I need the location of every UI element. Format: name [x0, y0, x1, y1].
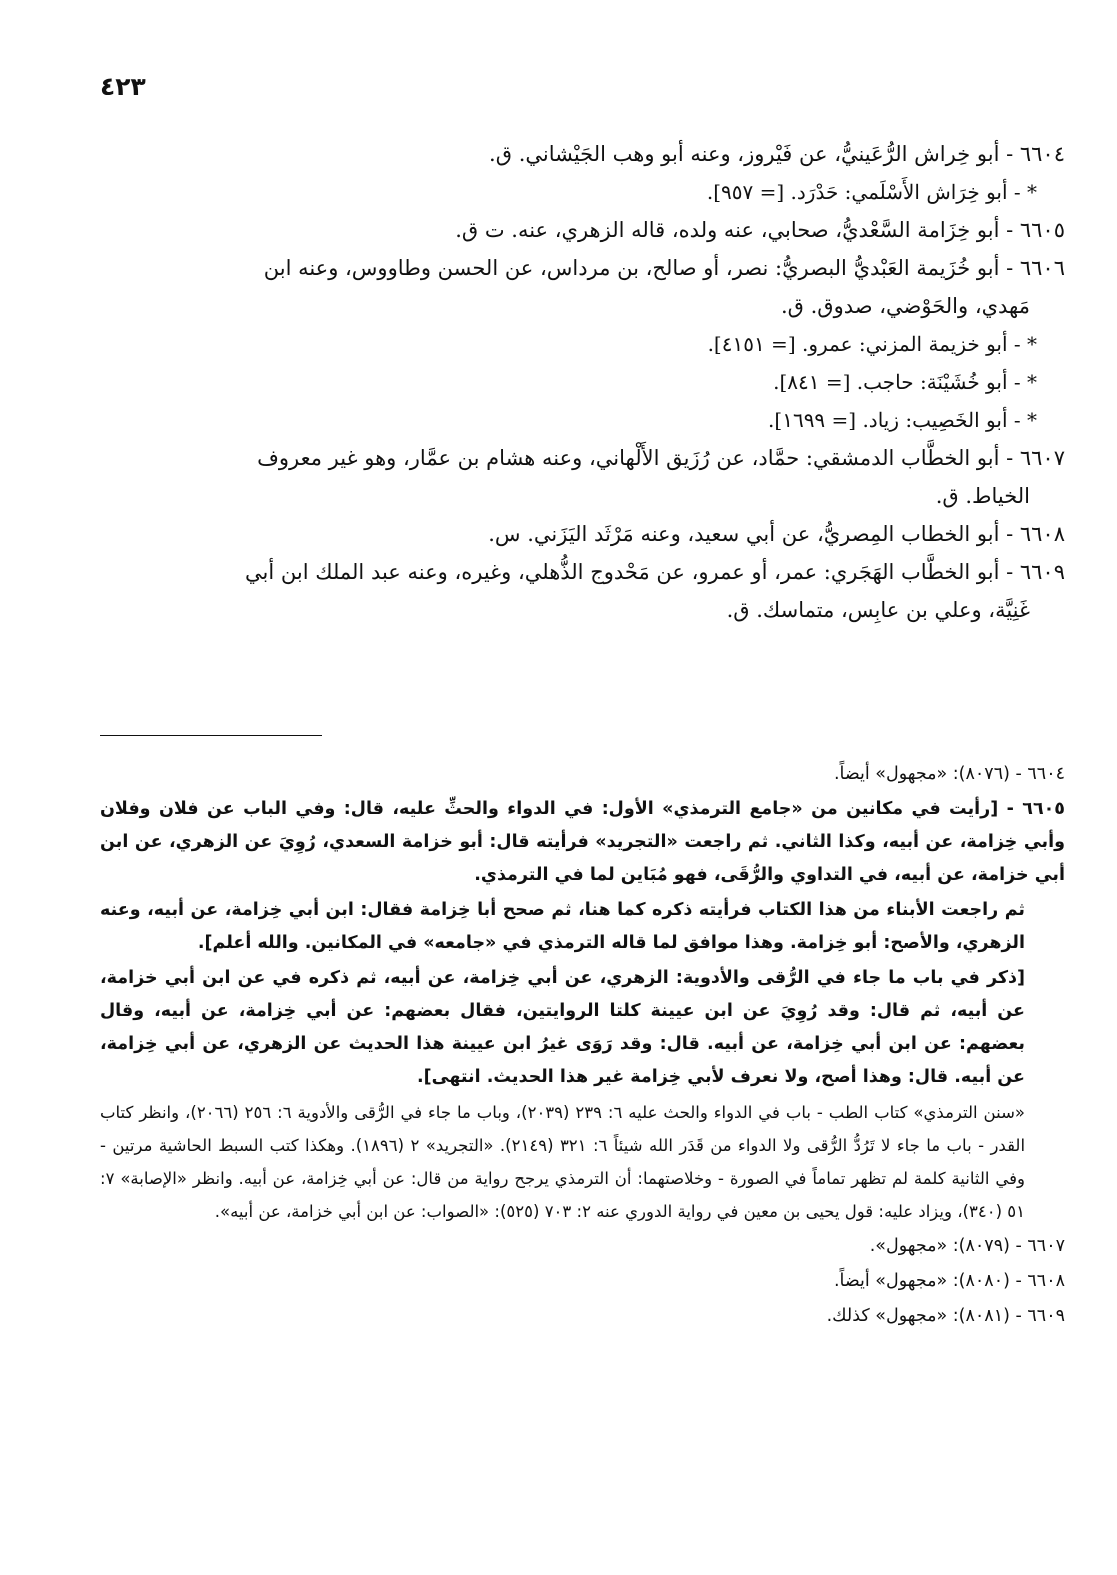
entry-6604: ٦٦٠٤ - أبو خِراش الرُّعَينيُّ، عن فَيْروز، وعنه أبو وهب الجَيْشاني. ق. [489, 142, 1065, 166]
footnote-6605-part2: ثم راجعت الأبناء من هذا الكتاب فرأيته ذكره كما هنا، ثم صحح أبا خِزامة فقال: ابن أبي خِزامة، عن أبيه، وعنه الزهري، والأصح: أبو خِزامة. وهذا موافق لما قاله الترمذي في «جامعه» في المكانين. والله أعلم]. [100, 900, 1025, 953]
entry-6609 [100, 553, 1065, 629]
main-entries [100, 135, 1065, 629]
entry-6608: ٦٦٠٨ - أبو الخطاب المِصريُّ، عن أبي سعيد، وعنه مَرْثَد اليَزَني. س. [488, 522, 1065, 546]
footnote-6609: ٦٦٠٩ - (٨٠٨١): «مجهول» كذلك. [826, 1306, 1065, 1326]
footnote-6608: ٦٦٠٨ - (٨٠٨٠): «مجهول» أيضاً. [833, 1271, 1065, 1291]
entry-6606-line1: ٦٦٠٦ - أبو خُزَيمة العَبْديُّ البصريُّ: نصر، أو صالح، بن مرداس، عن الحسن وطاووس، وعنه ابن [263, 256, 1065, 280]
footnote-6607: ٦٦٠٧ - (٨٠٧٩): «مجهول». [869, 1236, 1065, 1256]
entry-6607 [100, 439, 1065, 515]
entry-6607-line1: ٦٦٠٧ - أبو الخطَّاب الدمشقي: حمَّاد، عن رُزَيق الأَلْهاني، وعنه هشام بن عمَّار، وهو غير معروف [257, 446, 1065, 470]
footnote-6605-part4: «سنن الترمذي» كتاب الطب - باب في الدواء والحث عليه ٦: ٢٣٩ (٢٠٣٩)، وباب ما جاء في الرُّقى والأدوية ٦: ٢٥٦ (٢٠٦٦)، وانظر كتاب القدر - باب ما جاء لا تَرُدُّ الرُّقى ولا الدواء من قَدَر الله شيئاً ٦: ٣٢١ (٢١٤٩). «التجريد» ٢ (١٨٩٦). وهكذا كتب السبط الحاشية مرتين - وفي الثانية كلمة لم تظهر تماماً في الصورة - وخلاصتهما: أن الترمذي يرجح رواية من قال: عن أبي خِزامة، عن أبيه. وانظر «الإصابة» ٧: ٥١ (٣٤٠)، ويزاد عليه: قول يحيى بن معين في رواية الدوري عنه ٢: ٧٠٣ (٥٢٥): «الصواب: عن ابن أبي خزامة، عن أبيه». [100, 1103, 1026, 1221]
cross-reference: * - أبو الخَصِيب: زياد. [= ١٦٩٩]. [768, 408, 1037, 432]
cross-reference: * - أبو خُشَيْنَة: حاجب. [= ٨٤١]. [773, 370, 1037, 394]
entry-6606-line2: مَهدي، والحَوْضي، صدوق. ق. [780, 294, 1030, 318]
document-page [100, 0, 1065, 1575]
footnotes [100, 758, 1065, 1335]
entry-6606 [100, 249, 1065, 325]
cross-reference: * - أبو خزيمة المزني: عمرو. [= ٤١٥١]. [707, 332, 1037, 356]
cross-reference: * - أبو خِرَاش الأَسْلَمي: حَدْرَد. [= ٩٥٧]. [706, 180, 1037, 204]
page-number: ٤٢٣ [100, 72, 146, 101]
entry-6609-line1: ٦٦٠٩ - أبو الخطَّاب الهَجَري: عمر، أو عمرو، عن مَحْدوج الذُّهلي، وغيره، وعنه عبد الملك ابن أبي [245, 560, 1065, 584]
footnote-6605-part1: ٦٦٠٥ - [رأيت في مكانين من «جامع الترمذي» الأول: في الدواء والحثِّ عليه، قال: وفي الباب عن فلان وفلان وأبي خِزامة، عن أبيه، وكذا الثاني. ثم راجعت «التجريد» فرأيته قال: أبو خزامة السعدي، رُوِيَ عن الزهري، عن ابن أبي خزامة، عن أبيه، في التداوي والرُّقَى، فهو مُبَاين لما في الترمذي. [100, 799, 1065, 885]
entry-6609-line2: غَنِيَّة، وعلي بن عابِس، متماسك. ق. [726, 598, 1030, 622]
footnote-6604: ٦٦٠٤ - (٨٠٧٦): «مجهول» أيضاً. [833, 764, 1065, 784]
footnote-6605-part3: [ذكر في باب ما جاء في الرُّقى والأدوية: الزهري، عن أبي خِزامة، عن أبيه، ثم ذكره في عن ابن أبي خزامة، عن أبيه، ثم قال: وقد رُوِيَ عن ابن عيينة كلتا الروايتين، فقال بعضهم: عن أبي خِزامة، عن أبيه، وقال بعضهم: عن ابن أبي خِزامة، عن أبيه. قال: وقد رَوَى غيرُ ابن عيينة هذا الحديث عن الزهري، عن أبي خِزامة، عن أبيه. قال: وهذا أصح، ولا نعرف لأبي خِزامة غير هذا الحديث. انتهى]. [100, 968, 1025, 1087]
entry-6605: ٦٦٠٥ - أبو خِزَامة السَّعْديُّ، صحابي، عنه ولده، قاله الزهري، عنه. ت ق. [455, 218, 1065, 242]
entry-6607-line2: الخياط. ق. [935, 484, 1030, 508]
footnote-divider [100, 735, 322, 736]
